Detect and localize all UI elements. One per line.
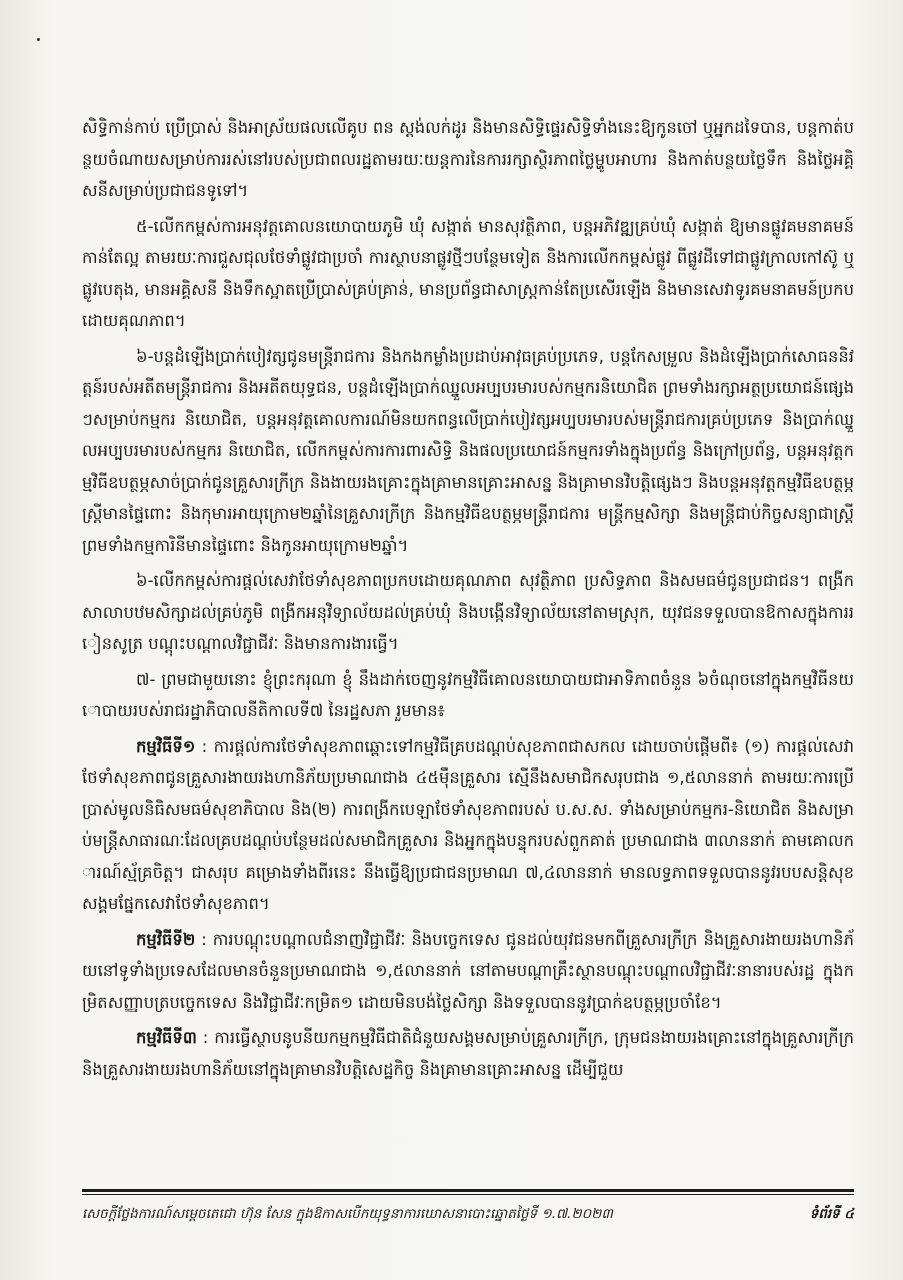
paragraph-continuation: សិទ្ធិកាន់កាប់ ប្រើប្រាស់ និងអាស្រ័យផលលើគូប ពន ស្តង់លក់ដូរ និងមានសិទ្ធិផ្ទេរសិទ្ធិទាំងនេះឱ្យកូនចៅ ឬអ្នកដទៃបាន, បន្តកាត់បន្ថយចំណាយសម្រាប់ការរស់នៅរបស់ប្រជាពលរដ្ឋតាមរយៈយន្តការនៃការរក្សាស្ថិរភាពថ្លៃម្ហូបអាហារ និងកាត់បន្ថយថ្លៃទឹក និងថ្លៃអគ្គិសនីសម្រាប់ប្រជាជនទូទៅ។ <box>82 118 854 200</box>
footer-caption: សេចក្តីថ្លែងការណ៍សម្តេចតេជោ ហ៊ុន សែន ក្នុងឱកាសបើកយុទ្ធនាការឃោសនាបោះឆ្នោតថ្ងៃទី ១.៧.២០២៣ <box>82 1206 613 1222</box>
program-2 <box>82 924 854 1019</box>
program-1-text: : ការផ្តល់ការថែទាំសុខភាពឆ្ពោះទៅកម្មវិធីគ្របដណ្តប់សុខភាពជាសកល ដោយចាប់ផ្តើមពី៖ (១) ការផ្តល់សេវាថែទាំសុខភាពជូនគ្រួសារងាយរងហានិភ័យប្រមាណជាង ៤៥ម៉ឺនគ្រួសារ ស្មើនឹងសមាជិកសរុបជាង ១,៥លាននាក់ តាមរយៈការប្រើប្រាស់មូលនិធិសមធម៌សុខាភិបាល និង(២) ការពង្រីកបេឡាថែទាំសុខភាពរបស់ ប.ស.ស. ទាំងសម្រាប់កម្មករ-និយោជិត និងសម្រាប់មន្ត្រីសាធារណៈដែលគ្របដណ្តប់បន្ថែមដល់សមាជិកគ្រួសារ និងអ្នកក្នុងបន្ទុករបស់ពួកគាត់ ប្រមាណជាង ៣លាននាក់ តាមគោលការណ៍ស្ម័គ្រចិត្ត។ ជាសរុប គម្រោងទាំងពីរនេះ នឹងធ្វើឱ្យប្រជាជនប្រមាណ ៧,៤លាននាក់ មានលទ្ធភាពទទួលបាននូវរបបសន្តិសុខសង្គមផ្នែកសេវាថែទាំសុខភាព។ <box>82 736 854 913</box>
program-3-title: កម្មវិធីទី៣ <box>136 1028 197 1047</box>
paragraph-item-6a: ៦-បន្តដំឡើងប្រាក់បៀវត្សជូនមន្ត្រីរាជការ និងកងកម្លាំងប្រដាប់អាវុធគ្រប់ប្រភេទ, បន្តកែសម្រួល និងដំឡើងប្រាក់សោធននិវត្តន៍របស់អតីតមន្ត្រីរាជការ និងអតីតយុទ្ធជន, បន្តដំឡើងប្រាក់ឈ្នួលអប្បបរមារបស់កម្មករនិយោជិត ព្រមទាំងរក្សាអត្ថប្រយោជន៍ផ្សេងៗសម្រាប់កម្មករ និយោជិត, បន្តអនុវត្តគោលការណ៍មិនយកពន្ធលើប្រាក់បៀវត្សអប្បបរមារបស់មន្ត្រីរាជការគ្រប់ប្រភេទ និងប្រាក់ឈ្នួលអប្បបរមារបស់កម្មករ និយោជិត, លើកកម្ពស់ការការពារសិទ្ធិ និងផលប្រយោជន៍កម្មករទាំងក្នុងប្រព័ន្ធ និងក្រៅប្រព័ន្ធ, បន្តអនុវត្តកម្មវិធីឧបត្ថម្ភសាច់ប្រាក់ជូនគ្រួសារក្រីក្រ និងងាយរងគ្រោះក្នុងគ្រាមានគ្រោះអាសន្ន និងគ្រាមានវិបត្តិផ្សេងៗ និងបន្តអនុវត្តកម្មវិធីឧបត្ថម្ភស្ត្រីមានផ្ទៃពោះ និងកុមារអាយុក្រោម២ឆ្នាំនៃគ្រួសារក្រីក្រ និងកម្មវិធីឧបត្ថម្ភមន្ត្រីរាជការ មន្ត្រីកម្មសិក្សា និងមន្ត្រីជាប់កិច្ចសន្យាជាស្ត្រី ព្រមទាំងកម្មការិនីមានផ្ទៃពោះ និងកូនអាយុក្រោម២ឆ្នាំ។ <box>82 346 854 555</box>
paragraph-item-5: ៥-លើកកម្ពស់ការអនុវត្តគោលនយោបាយភូមិ ឃុំ សង្កាត់ មានសុវត្ថិភាព, បន្តអភិវឌ្ឍគ្រប់ឃុំ សង្កាត់ ឱ្យមានផ្លូវគមនាគមន៍កាន់តែល្អ តាមរយៈការជួសជុលថែទាំផ្លូវជាប្រចាំ ការស្ថាបនាផ្លូវថ្មីៗបន្ថែមទៀត និងការលើកកម្ពស់ផ្លូវ ពីផ្លូវដីទៅជាផ្លូវក្រាលកៅស៊ូ ឬផ្លូវបេតុង, មានអគ្គិសនី និងទឹកស្អាតប្រើប្រាស់គ្រប់គ្រាន់, មានប្រព័ន្ធជាសាស្ត្រកាន់តែប្រសើរឡើង និងមានសេវាទូរគមនាគមន៍ប្រកបដោយគុណភាព។ <box>82 216 854 330</box>
page-footer <box>82 1202 854 1228</box>
program-1 <box>82 731 854 920</box>
footer-rule-thin <box>82 1194 854 1195</box>
scan-speck <box>37 38 40 41</box>
program-1-title: កម្មវិធីទី១ <box>136 736 196 756</box>
program-2-text: : ការបណ្តុះបណ្តាលជំនាញវិជ្ជាជីវៈ និងបច្ចេកទេស ជូនដល់យុវជនមកពីគ្រួសារក្រីក្រ និងគ្រួសារងាយរងហានិភ័យនៅទូទាំងប្រទេសដែលមានចំនួនប្រមាណជាង ១,៥លាននាក់ នៅតាមបណ្តាគ្រឹះស្ថានបណ្តុះបណ្តាលវិជ្ជាជីវៈនានារបស់រដ្ឋ ក្នុងកម្រិតសញ្ញាបត្របច្ចេកទេស និងវិជ្ជាជីវៈកម្រិត១ ដោយមិនបង់ថ្លៃសិក្សា និងទទួលបាននូវប្រាក់ឧបត្ថម្ភប្រចាំខែ។ <box>82 929 854 1012</box>
page-number: ទំព័រទី ៤ <box>809 1206 854 1222</box>
paragraph-item-6b: ៦-លើកកម្ពស់ការផ្តល់សេវាថែទាំសុខភាពប្រកបដោយគុណភាព សុវត្ថិភាព ប្រសិទ្ធភាព និងសមធម៌ជូនប្រជាជន។ ពង្រីកសាលាបឋមសិក្សាដល់គ្រប់ភូមិ ពង្រីកអនុវិទ្យាល័យដល់គ្រប់ឃុំ និងបង្កើនវិទ្យាល័យនៅតាមស្រុក, យុវជនទទួលបានឱកាសក្នុងការរៀនសូត្រ បណ្តុះបណ្តាលវិជ្ជាជីវៈ និងមានការងារធ្វើ។ <box>82 571 854 653</box>
program-3-text: : ការធ្វើស្ថាបនូបនីយកម្មកម្មវិធីជាតិជំនួយសង្គមសម្រាប់គ្រួសារក្រីក្រ, ក្រុមជនងាយរងគ្រោះនៅក្នុងគ្រួសារក្រីក្រ និងគ្រួសារងាយរងហានិភ័យនៅក្នុងគ្រាមានវិបត្តិសេដ្ឋកិច្ច និងគ្រាមានគ្រោះអាសន្ន ដើម្បីជួយ <box>82 1028 854 1079</box>
paragraph-item-7: ៧- ព្រមជាមួយនោះ ខ្ញុំព្រះករុណា ខ្ញុំ នឹងដាក់ចេញនូវកម្មវិធីគោលនយោបាយជាអាទិភាពចំនួន ៦ចំណុចនៅក្នុងកម្មវិធីនយោបាយរបស់រាជរដ្ឋាភិបាលនីតិកាលទី៧ នៃរដ្ឋសភា រួមមាន៖ <box>82 669 854 720</box>
document-body <box>82 112 854 1112</box>
program-2-title: កម្មវិធីទី២ <box>136 929 196 949</box>
program-3 <box>82 1022 854 1085</box>
footer-rule-thick <box>82 1189 854 1192</box>
